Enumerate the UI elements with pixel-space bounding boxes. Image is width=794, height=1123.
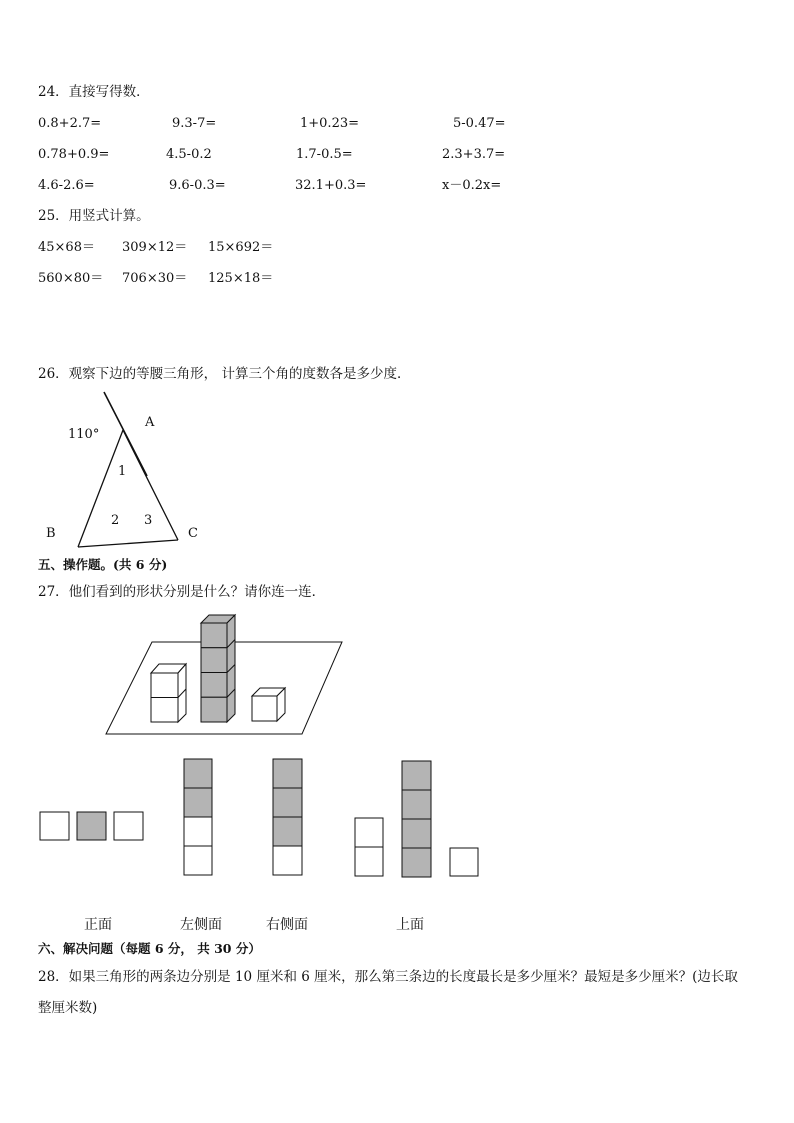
q25-item: 309×12＝ bbox=[122, 240, 188, 255]
q25-title: 25．用竖式计算。 bbox=[38, 208, 150, 224]
q24-item: 4.6-2.6= bbox=[38, 178, 95, 193]
view-option-stack-4 bbox=[402, 761, 431, 877]
view-option-stack-1 bbox=[184, 759, 212, 875]
q24-item: 2.3+3.7= bbox=[442, 147, 506, 162]
exterior-angle-label: 110° bbox=[68, 427, 100, 442]
q28-line-2: 整厘米数) bbox=[38, 1000, 98, 1016]
q25-item: 706×30＝ bbox=[122, 271, 188, 286]
q24-item: 9.3-7= bbox=[172, 116, 217, 131]
triangle-side-ab bbox=[78, 430, 123, 547]
section-6-heading: 六、解决问题（每题 6 分， 共 30 分） bbox=[38, 941, 261, 956]
cube-stack-tall bbox=[201, 615, 235, 722]
q25-item: 560×80＝ bbox=[38, 271, 104, 286]
cube-single bbox=[252, 688, 285, 721]
view-option-stack-2 bbox=[273, 759, 302, 875]
q24-item: x－0.2x= bbox=[442, 178, 502, 193]
cube-stack-left bbox=[151, 664, 186, 722]
view-option-single bbox=[450, 848, 478, 876]
angle-2-label: 2 bbox=[111, 513, 120, 528]
view-label-front: 正面 bbox=[84, 917, 112, 933]
view-option-row bbox=[40, 812, 143, 840]
section-5-heading: 五、操作题。(共 6 分) bbox=[38, 557, 168, 572]
view-label-right: 右侧面 bbox=[266, 917, 308, 933]
angle-1-label: 1 bbox=[118, 464, 127, 479]
q24-item: 1+0.23= bbox=[300, 116, 360, 131]
view-label-top: 上面 bbox=[396, 917, 424, 933]
vertex-c-label: C bbox=[188, 526, 198, 541]
q24-item: 9.6-0.3= bbox=[169, 178, 226, 193]
q28-line-1: 28．如果三角形的两条边分别是 10 厘米和 6 厘米，那么第三条边的长度最长是多少厘米？最短是多少厘米？(边长取 bbox=[38, 969, 738, 985]
q24-title: 24．直接写得数． bbox=[38, 84, 150, 100]
view-label-left: 左侧面 bbox=[180, 917, 222, 933]
q24-item: 0.78+0.9= bbox=[38, 147, 110, 162]
q27-title: 27．他们看到的形状分别是什么？请你连一连． bbox=[38, 584, 326, 600]
q25-item: 125×18＝ bbox=[208, 271, 274, 286]
q24-item: 1.7-0.5= bbox=[296, 147, 353, 162]
vertex-b-label: B bbox=[46, 526, 56, 541]
q24-item: 4.5-0.2 bbox=[166, 147, 212, 162]
q24-item: 0.8+2.7= bbox=[38, 116, 102, 131]
q26-title: 26．观察下边的等腰三角形， 计算三个角的度数各是多少度． bbox=[38, 366, 411, 382]
q25-item: 15×692＝ bbox=[208, 240, 274, 255]
cube-scene-figure bbox=[106, 615, 342, 734]
q24-item: 5-0.47= bbox=[453, 116, 506, 131]
isosceles-triangle-figure bbox=[78, 392, 178, 547]
triangle-side-bc bbox=[78, 540, 178, 547]
vertex-a-label: A bbox=[145, 415, 155, 430]
q25-item: 45×68＝ bbox=[38, 240, 95, 255]
view-option-stack-3 bbox=[355, 818, 383, 876]
angle-3-label: 3 bbox=[144, 513, 153, 528]
q24-item: 32.1+0.3= bbox=[295, 178, 367, 193]
